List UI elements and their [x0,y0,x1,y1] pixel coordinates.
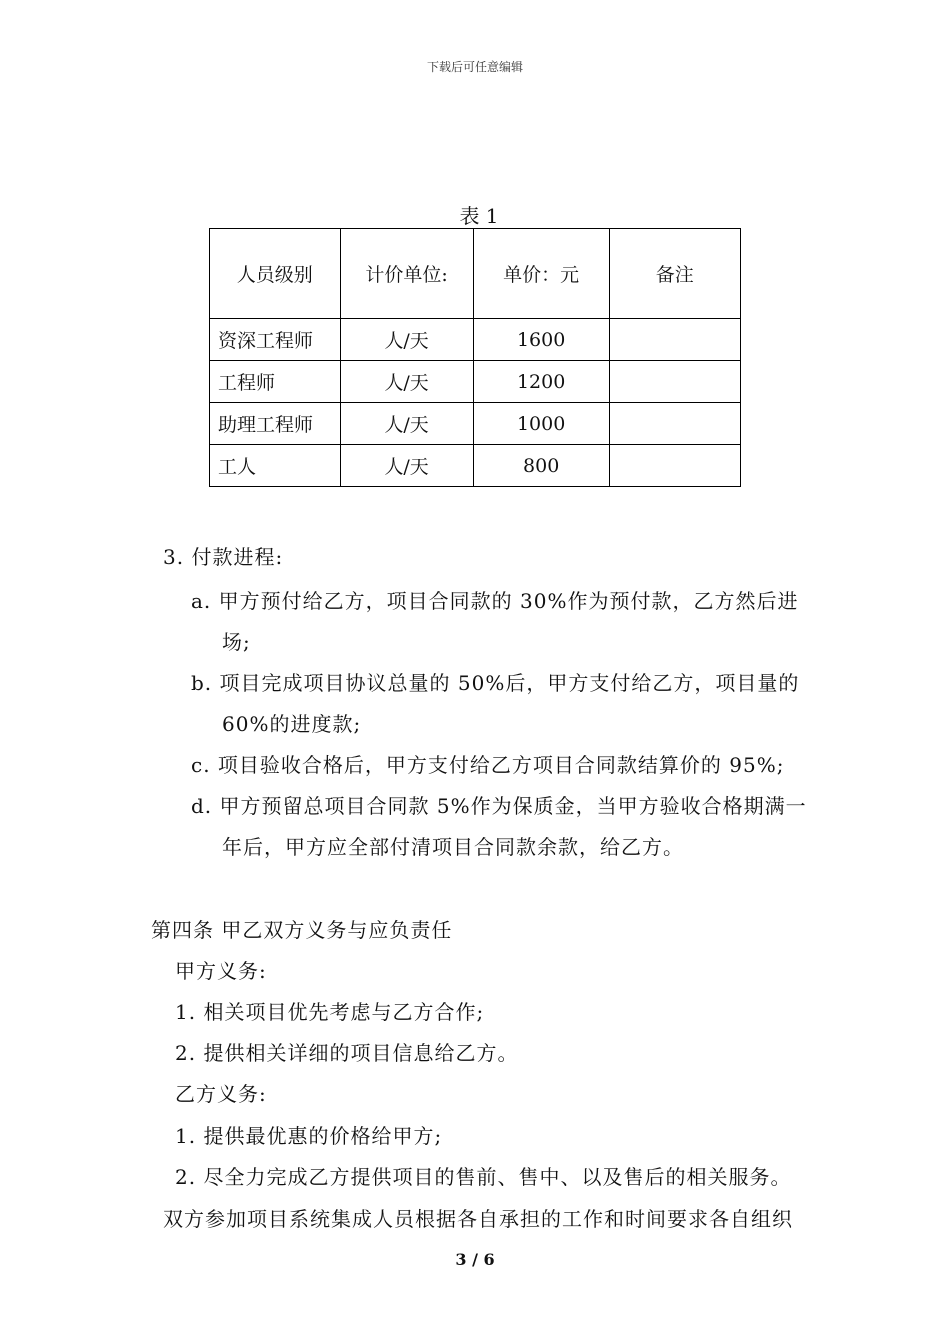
table-row [210,361,741,403]
table-row [210,445,741,487]
cell-unit: 人/天 [340,319,473,361]
table-row [210,319,741,361]
payment-item-d: d. 甲方预留总项目合同款 5%作为保质金，当甲方验收合格期满一 [191,794,807,818]
payment-item-a-cont: 场; [222,630,251,654]
party-a-item-1: 1. 相关项目优先考虑与乙方合作; [175,1000,485,1024]
party-a-obligations-title: 甲方义务: [175,959,267,983]
cell-level: 资深工程师 [210,319,341,361]
page-header: 下载后可任意编辑 [426,60,523,74]
party-b-obligations-title: 乙方义务: [175,1082,267,1106]
cell-price: 1200 [473,361,609,403]
page-number: 3 / 6 [455,1250,495,1269]
header-unit: 计价单位: [340,229,473,319]
party-a-item-2: 2. 提供相关详细的项目信息给乙方。 [175,1041,519,1065]
cell-remark [609,403,740,445]
cell-price: 1000 [473,403,609,445]
party-b-item-1: 1. 提供最优惠的价格给甲方; [175,1124,443,1148]
header-price: 单价：元 [473,229,609,319]
table-row [210,403,741,445]
cell-remark [609,361,740,403]
cell-level: 工程师 [210,361,341,403]
cell-remark [609,445,740,487]
cell-unit: 人/天 [340,361,473,403]
payment-item-c: c. 项目验收合格后，甲方支付给乙方项目合同款结算价的 95%; [191,753,785,777]
table-header-row [210,229,741,319]
article-four-title: 第四条 甲乙双方义务与应负责任 [151,918,453,942]
payment-item-b: b. 项目完成项目协议总量的 50%后，甲方支付给乙方，项目量的 [191,671,800,695]
rate-table [209,228,741,487]
header-remark: 备注 [609,229,740,319]
payment-item-a: a. 甲方预付给乙方，项目合同款的 30%作为预付款，乙方然后进 [191,589,799,613]
cell-level: 工人 [210,445,341,487]
cell-unit: 人/天 [340,403,473,445]
cell-remark [609,319,740,361]
table-caption: 表 1 [459,204,499,228]
payment-item-d-cont: 年后，甲方应全部付清项目合同款余款，给乙方。 [222,835,684,859]
cell-level: 助理工程师 [210,403,341,445]
party-b-item-2: 2. 尽全力完成乙方提供项目的售前、售中、以及售后的相关服务。 [175,1165,792,1189]
paragraph-text: 双方参加项目系统集成人员根据各自承担的工作和时间要求各自组织 [163,1207,793,1231]
cell-price: 1600 [473,319,609,361]
cell-unit: 人/天 [340,445,473,487]
payment-item-b-cont: 60%的进度款; [222,712,362,736]
header-level: 人员级别 [210,229,341,319]
cell-price: 800 [473,445,609,487]
payment-title: 3. 付款进程: [163,545,284,569]
